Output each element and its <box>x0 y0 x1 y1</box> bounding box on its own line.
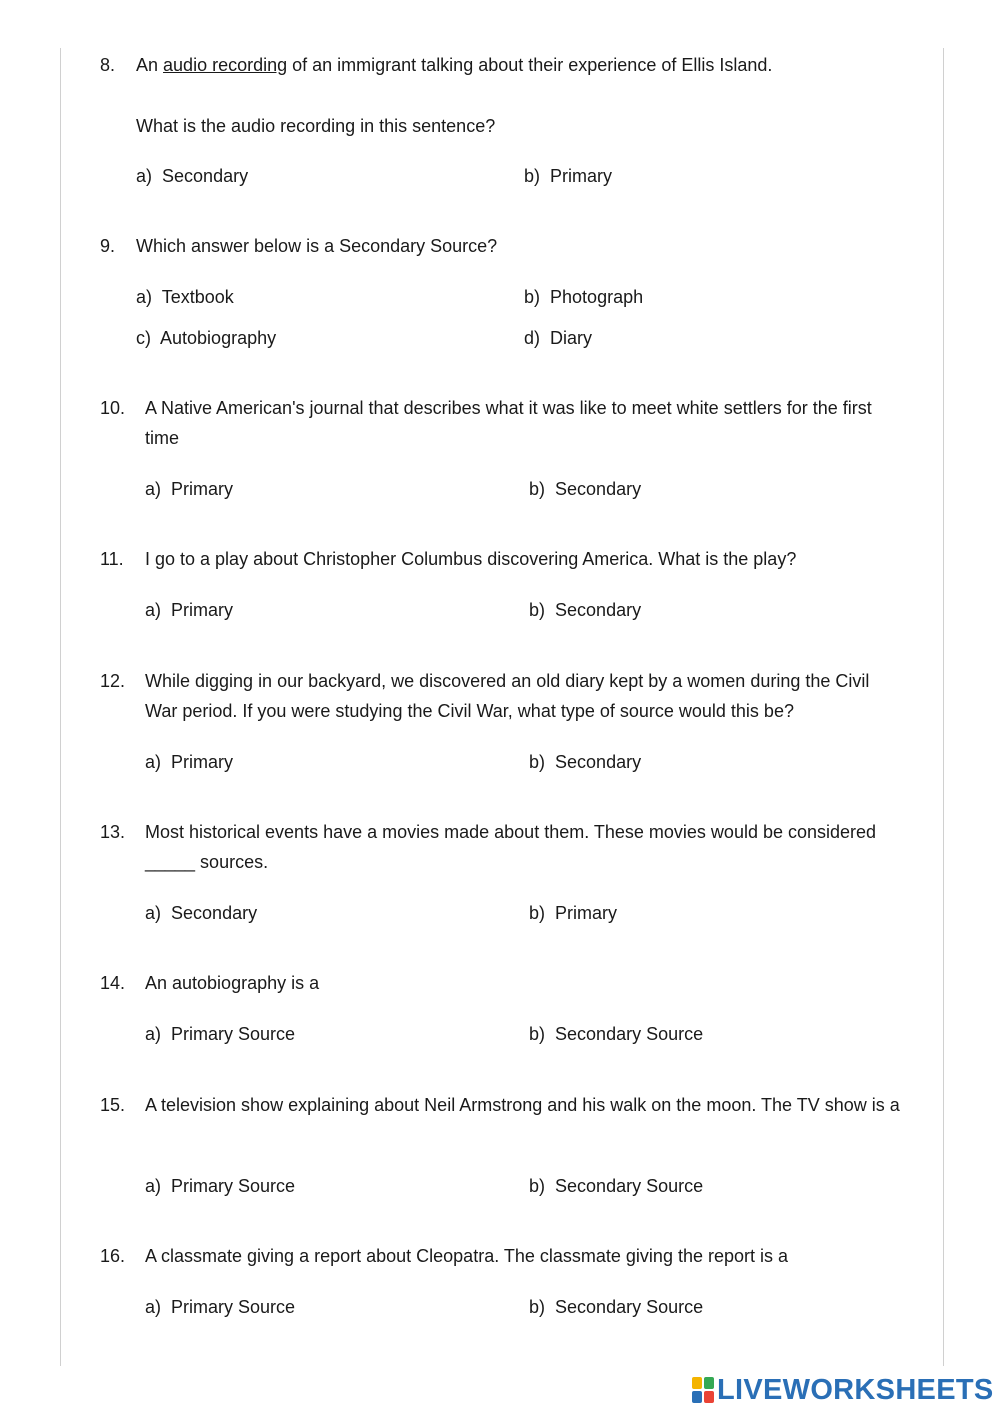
answer-option-b[interactable]: b) Primary <box>524 166 613 186</box>
answer-option-b[interactable]: b) Secondary <box>529 752 642 772</box>
answer-option-d[interactable]: d) Diary <box>524 328 593 348</box>
logo-square <box>692 1391 702 1403</box>
question-text: An audio recording of an immigrant talking about their experience of Ellis Island. <box>136 55 773 75</box>
answer-option-b[interactable]: b) Secondary Source <box>529 1024 704 1044</box>
answer-option-b[interactable]: b) Secondary Source <box>529 1176 704 1196</box>
question-text: A Native American's journal that describes what it was like to meet white settlers for the first time <box>145 398 872 448</box>
underlined-term: audio recording <box>163 55 288 75</box>
liveworksheets-logo[interactable] <box>692 1374 994 1406</box>
question-number: 14. <box>100 973 126 993</box>
answer-option-a[interactable]: a) Secondary <box>145 903 258 923</box>
question-text: An autobiography is a <box>145 973 320 993</box>
question-text: A classmate giving a report about Cleopatra. The classmate giving the report is a <box>145 1246 789 1266</box>
answer-option-a[interactable]: a) Primary <box>145 479 234 499</box>
page-border-left <box>60 48 61 1366</box>
question-number: 9. <box>100 236 116 256</box>
answer-option-a[interactable]: a) Primary Source <box>145 1297 296 1317</box>
answer-option-b[interactable]: b) Photograph <box>524 287 644 307</box>
question-text: A television show explaining about Neil Armstrong and his walk on the moon. The TV show is a <box>145 1095 900 1115</box>
answer-option-b[interactable]: b) Secondary <box>529 600 642 620</box>
question-text: Which answer below is a Secondary Source? <box>136 236 498 256</box>
answer-option-a[interactable]: a) Textbook <box>136 287 234 307</box>
question-text: Most historical events have a movies made about them. These movies would be considered _____ sources. <box>145 822 877 872</box>
answer-option-b[interactable]: b) Secondary Source <box>529 1297 704 1317</box>
liveworksheets-logo-icon <box>692 1377 714 1403</box>
logo-square <box>704 1391 714 1403</box>
answer-option-a[interactable]: a) Primary Source <box>145 1024 296 1044</box>
question-number: 11. <box>100 549 124 569</box>
answer-option-a[interactable]: a) Primary <box>145 752 234 772</box>
logo-text: LIVEWORKSHEETS <box>717 1373 994 1406</box>
answer-option-b[interactable]: b) Secondary <box>529 479 642 499</box>
question-number: 10. <box>100 398 126 418</box>
answer-option-a[interactable]: a) Primary Source <box>145 1176 296 1196</box>
question-number: 15. <box>100 1095 126 1115</box>
question-number: 8. <box>100 55 116 75</box>
answer-option-a[interactable]: a) Primary <box>145 600 234 620</box>
question-number: 16. <box>100 1246 126 1266</box>
logo-square <box>692 1377 702 1389</box>
answer-option-a[interactable]: a) Secondary <box>136 166 249 186</box>
question-subtext: What is the audio recording in this sentence? <box>136 116 496 136</box>
question-number: 13. <box>100 822 126 842</box>
question-text: While digging in our backyard, we discovered an old diary kept by a women during the Civil War period. If you were studying the Civil War, what type of source would this be? <box>145 671 870 721</box>
question-text: I go to a play about Christopher Columbus discovering America. What is the play? <box>145 549 797 569</box>
logo-square <box>704 1377 714 1389</box>
answer-option-b[interactable]: b) Primary <box>529 903 618 923</box>
page-border-right <box>943 48 944 1366</box>
answer-option-c[interactable]: c) Autobiography <box>136 328 277 348</box>
question-number: 12. <box>100 671 126 691</box>
